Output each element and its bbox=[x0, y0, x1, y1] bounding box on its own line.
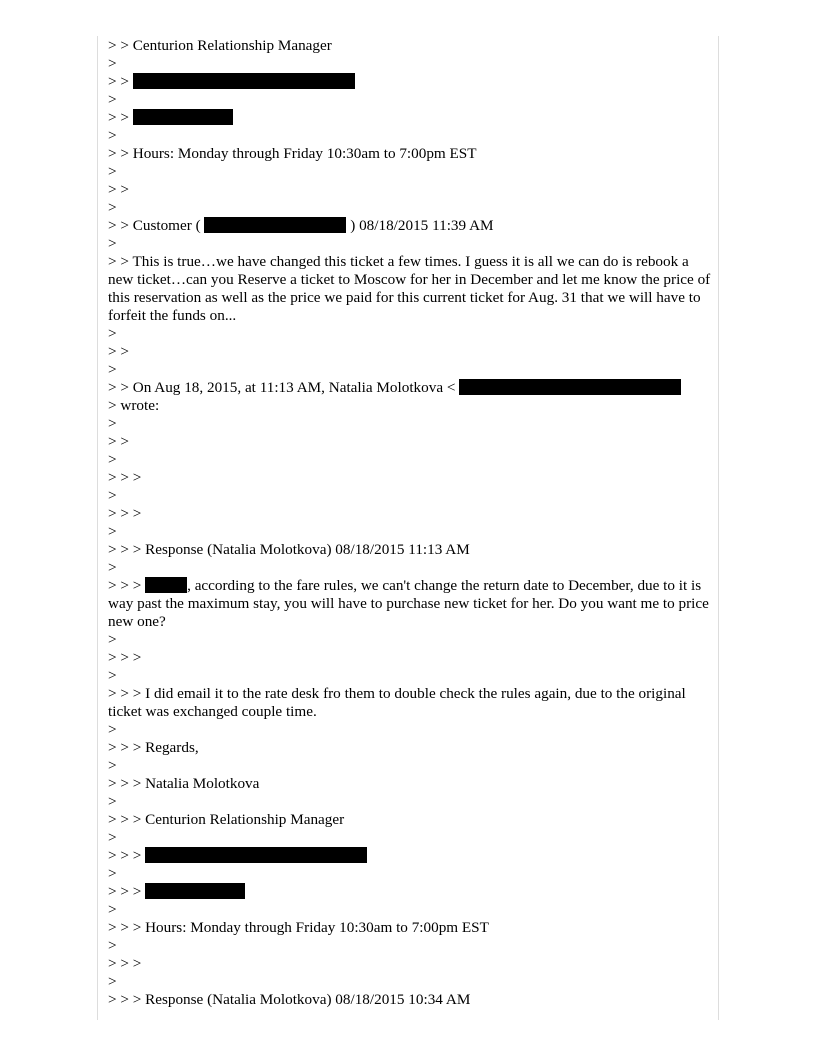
email-line: > > > bbox=[108, 955, 142, 972]
line-prefix: > > bbox=[108, 73, 133, 90]
email-line bbox=[108, 73, 712, 91]
redaction-box bbox=[204, 217, 346, 233]
email-line: > wrote: bbox=[108, 397, 160, 414]
email-line: > > This is true…we have changed this ticket a few times. I guess it is all we can do is rebook a new ticket…can you Reserve a ticket to Moscow for her in December and let me know the price of this reservation as well as the price we paid for this current ticket for Aug. 31 that we will have to forfeit the funds on... bbox=[108, 253, 715, 324]
email-line: > > > bbox=[108, 505, 142, 522]
email-line: > > > Response (Natalia Molotkova) 08/18/2015 10:34 AM bbox=[108, 991, 471, 1008]
email-line: > bbox=[108, 973, 117, 990]
redaction-box bbox=[145, 847, 367, 863]
email-line: > bbox=[108, 937, 117, 954]
email-thread-body bbox=[108, 37, 715, 1009]
email-line: > bbox=[108, 361, 117, 378]
email-line: > bbox=[108, 523, 117, 540]
line-prefix: > > > bbox=[108, 577, 146, 594]
email-line: > bbox=[108, 487, 117, 504]
email-line: > bbox=[108, 667, 117, 684]
line-suffix: ) 08/18/2015 11:39 AM bbox=[346, 217, 494, 234]
redaction-box bbox=[145, 883, 245, 899]
email-line: > bbox=[108, 793, 117, 810]
email-line: > bbox=[108, 757, 117, 774]
email-line: > > > Response (Natalia Molotkova) 08/18/2015 11:13 AM bbox=[108, 541, 470, 558]
email-line: > > > I did email it to the rate desk fro them to double check the rules again, due to the original ticket was exchanged couple time. bbox=[108, 685, 690, 720]
email-line: > bbox=[108, 127, 117, 144]
email-line: > > Centurion Relationship Manager bbox=[108, 37, 332, 54]
email-line: > > > bbox=[108, 649, 142, 666]
email-line bbox=[108, 109, 712, 127]
email-line: > > > Hours: Monday through Friday 10:30am to 7:00pm EST bbox=[108, 919, 489, 936]
email-line: > > > Regards, bbox=[108, 739, 199, 756]
email-line bbox=[108, 577, 712, 631]
email-line: > bbox=[108, 559, 117, 576]
line-prefix: > > > bbox=[108, 883, 146, 900]
email-line bbox=[108, 847, 712, 865]
email-line: > bbox=[108, 721, 117, 738]
email-line: > bbox=[108, 199, 117, 216]
email-line: > > > bbox=[108, 469, 142, 486]
email-line: > bbox=[108, 235, 117, 252]
email-line: > bbox=[108, 55, 117, 72]
email-line: > > > Natalia Molotkova bbox=[108, 775, 260, 792]
redaction-box bbox=[145, 577, 187, 593]
line-suffix: , according to the fare rules, we can't change the return date to December, due to it is way past the maximum stay, you will have to purchase new ticket for her. Do you want me to price new one? bbox=[108, 577, 713, 630]
line-prefix: > > On Aug 18, 2015, at 11:13 AM, Natalia Molotkova < bbox=[108, 379, 460, 396]
redaction-box bbox=[133, 73, 355, 89]
email-line: > bbox=[108, 631, 117, 648]
redaction-box bbox=[133, 109, 233, 125]
line-prefix: > > Customer ( bbox=[108, 217, 205, 234]
email-line: > bbox=[108, 829, 117, 846]
email-line: > bbox=[108, 415, 117, 432]
email-line: > > bbox=[108, 433, 129, 450]
line-prefix: > > bbox=[108, 109, 133, 126]
email-line: > bbox=[108, 163, 117, 180]
email-line: > bbox=[108, 451, 117, 468]
email-line bbox=[108, 217, 712, 235]
line-prefix: > > > bbox=[108, 847, 146, 864]
redaction-box bbox=[459, 379, 681, 395]
email-line: > bbox=[108, 865, 117, 882]
email-line bbox=[108, 379, 712, 397]
email-line: > > Hours: Monday through Friday 10:30am to 7:00pm EST bbox=[108, 145, 477, 162]
email-line: > > bbox=[108, 181, 129, 198]
email-line: > bbox=[108, 325, 117, 342]
email-line bbox=[108, 883, 712, 901]
email-line: > > > Centurion Relationship Manager bbox=[108, 811, 345, 828]
email-line: > bbox=[108, 91, 117, 108]
email-line: > bbox=[108, 901, 117, 918]
email-line: > > bbox=[108, 343, 129, 360]
